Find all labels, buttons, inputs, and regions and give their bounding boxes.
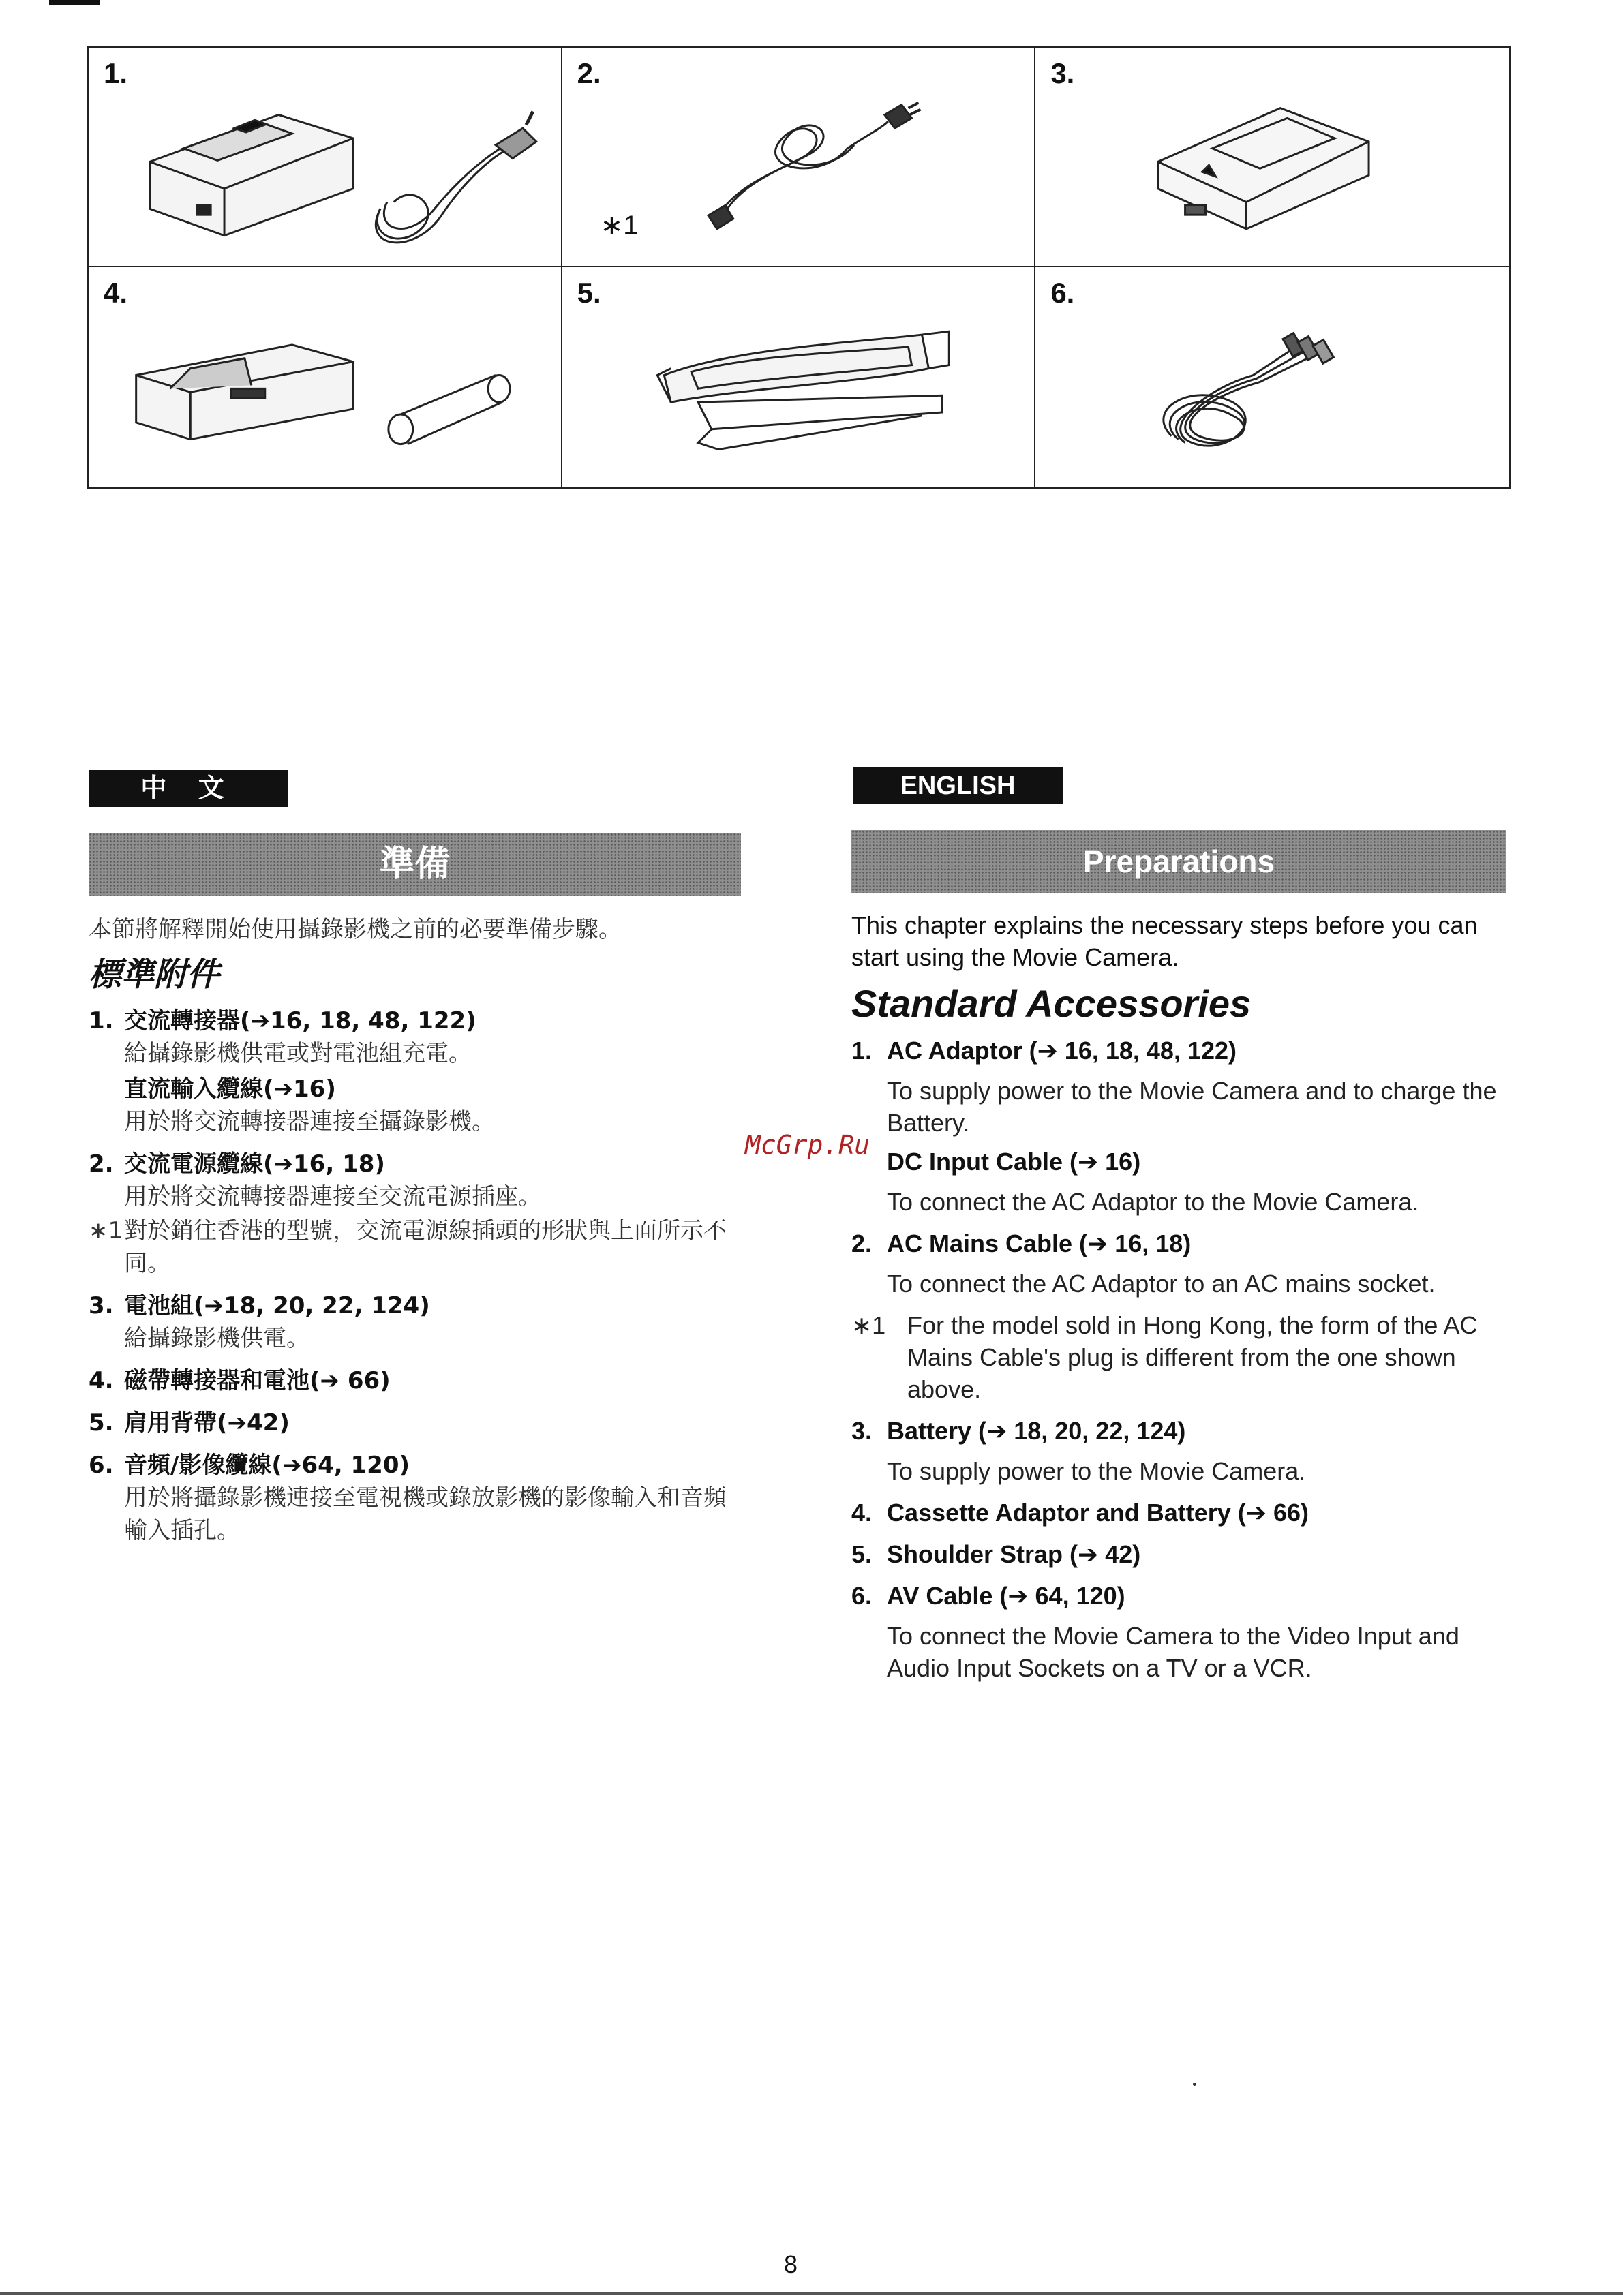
item-number: 5. [89, 1409, 114, 1437]
intro-text: This chapter explains the necessary steps before you can start using the Movie Camera. [851, 911, 1478, 971]
item-description: To supply power to the Movie Camera. [887, 1457, 1306, 1485]
item-number: 2. [851, 1229, 873, 1257]
item-description: 用於將攝錄影機連接至電視機或錄放影機的影像輸入和音頻輸入插孔。 [124, 1484, 727, 1544]
cassette-adaptor-battery-illustration [89, 267, 561, 487]
footnote-marker: ∗1 [89, 1217, 123, 1244]
corner-mark [49, 0, 100, 5]
list-item [89, 1407, 743, 1439]
cell-number: 3. [1050, 57, 1075, 89]
item-number: 4. [851, 1499, 873, 1527]
accessory-cell-5 [562, 267, 1036, 487]
item-number: 6. [851, 1582, 873, 1610]
sub-item-description: 用於將交流轉接器連接至攝錄影機。 [124, 1108, 495, 1135]
item-title: 交流電源纜線(➔16, 18) [124, 1150, 385, 1178]
footnote-marker: ∗1 [600, 211, 639, 241]
item-title: 肩用背帶(➔42) [124, 1409, 290, 1437]
av-cable-illustration [1035, 267, 1509, 487]
language-tab-chinese: 中 文 [89, 770, 288, 807]
item-number: 1. [851, 1037, 873, 1065]
item-number: 4. [89, 1367, 114, 1394]
accessory-cell-4 [89, 267, 562, 487]
list-item [851, 1227, 1509, 1405]
shoulder-strap-illustration [562, 267, 1035, 487]
accessories-grid [87, 46, 1511, 489]
page-number: 8 [784, 2250, 798, 2278]
item-title: Cassette Adaptor and Battery (➔ 66) [887, 1499, 1309, 1527]
item-number: 1. [89, 1007, 114, 1035]
footnote [89, 1214, 743, 1280]
item-description: To connect the AC Adaptor to an AC mains socket. [887, 1270, 1436, 1298]
accessory-cell-6 [1035, 267, 1509, 487]
list-item [89, 1005, 743, 1138]
list-item [851, 1580, 1509, 1684]
sub-item-description: To connect the AC Adaptor to the Movie Camera. [887, 1188, 1419, 1216]
item-number: 6. [89, 1452, 114, 1479]
item-title: Battery (➔ 18, 20, 22, 124) [887, 1417, 1186, 1445]
list-item [89, 1289, 743, 1355]
section-heading: Standard Accessories [851, 982, 1252, 1025]
list-item [89, 1364, 743, 1397]
accessory-cell-3 [1035, 48, 1509, 267]
item-number: 3. [89, 1292, 114, 1319]
item-number: 3. [851, 1417, 873, 1445]
section-title-chinese: 準備 [89, 833, 741, 896]
list-item [851, 1415, 1509, 1487]
intro-text: 本節將解釋開始使用攝錄影機之前的必要準備步驟。 [89, 916, 622, 943]
item-title: AC Adaptor (➔ 16, 18, 48, 122) [887, 1037, 1237, 1065]
section-heading: 標準附件 [89, 955, 220, 994]
item-number: 5. [851, 1540, 873, 1568]
sub-item-title: DC Input Cable (➔ 16) [887, 1148, 1141, 1176]
item-number: 2. [89, 1150, 114, 1178]
cell-number: 1. [104, 57, 128, 89]
battery-illustration [1035, 48, 1509, 266]
item-title: Shoulder Strap (➔ 42) [887, 1540, 1141, 1568]
item-description: 給攝錄影機供電或對電池組充電。 [124, 1040, 472, 1067]
list-item [851, 1497, 1509, 1529]
footnote-marker: ∗1 [851, 1311, 886, 1339]
cell-number: 6. [1050, 277, 1075, 309]
bottom-rule [0, 2292, 1623, 2295]
item-title: 音頻/影像纜線(➔64, 120) [124, 1452, 410, 1479]
language-tab-english: ENGLISH [853, 767, 1063, 804]
footnote-text: For the model sold in Hong Kong, the form of the AC Mains Cable's plug is different from the one shown above. [907, 1311, 1478, 1403]
item-description: 給攝錄影機供電。 [124, 1325, 309, 1352]
item-title: 交流轉接器(➔16, 18, 48, 122) [124, 1007, 476, 1035]
sub-item-title: 直流輸入纜線(➔16) [124, 1075, 336, 1103]
list-item [89, 1148, 743, 1280]
ac-adaptor-illustration [89, 48, 561, 266]
cell-number: 2. [577, 57, 601, 89]
stray-dot [1193, 2083, 1196, 2086]
list-item [851, 1538, 1509, 1570]
item-description: To connect the Movie Camera to the Video Input and Audio Input Sockets on a TV or a VCR. [887, 1622, 1459, 1682]
item-description: To supply power to the Movie Camera and to charge the Battery. [887, 1077, 1497, 1137]
item-description: 用於將交流轉接器連接至交流電源插座。 [124, 1183, 541, 1210]
item-title: AC Mains Cable (➔ 16, 18) [887, 1229, 1192, 1257]
footnote [851, 1309, 1509, 1405]
section-title-english: Preparations [851, 830, 1506, 893]
item-title: 電池組(➔18, 20, 22, 124) [124, 1292, 430, 1319]
accessory-cell-1 [89, 48, 562, 267]
chinese-column [89, 913, 743, 1557]
item-title: 磁帶轉接器和電池(➔ 66) [124, 1367, 391, 1394]
accessory-cell-2 [562, 48, 1036, 267]
footnote-text: 對於銷往香港的型號，交流電源線插頭的形狀與上面所示不同。 [124, 1217, 727, 1277]
cell-number: 5. [577, 277, 601, 309]
list-item [89, 1449, 743, 1547]
cell-number: 4. [104, 277, 128, 309]
list-item [851, 1035, 1509, 1218]
english-column [851, 909, 1509, 1694]
item-title: AV Cable (➔ 64, 120) [887, 1582, 1125, 1610]
watermark-text: McGrp.Ru [745, 1130, 870, 1160]
